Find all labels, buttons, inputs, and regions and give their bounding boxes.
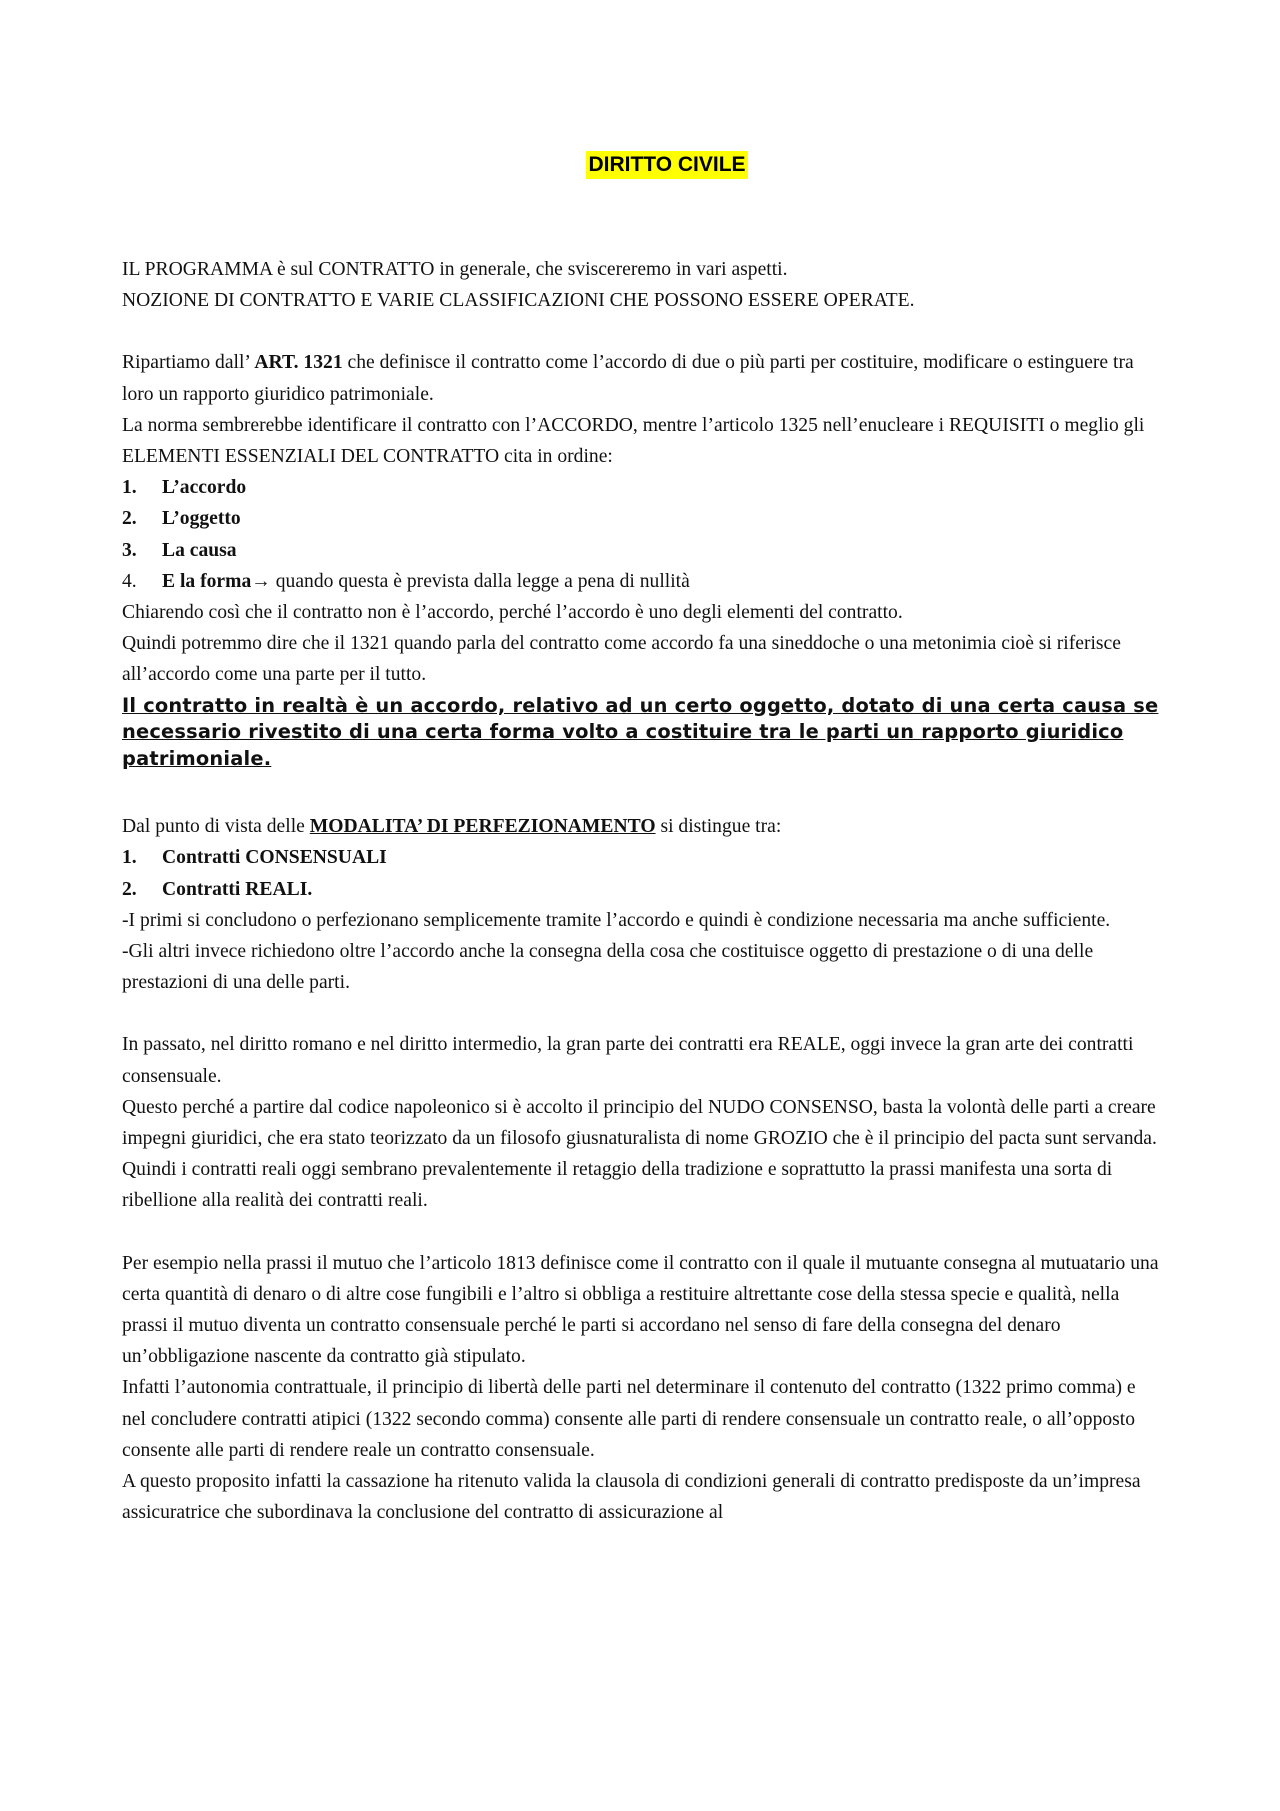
list-number: 3. — [122, 539, 137, 561]
mutuo-paragraph: Per esempio nella prassi il mutuo che l’articolo 1813 definisce come il contratto con il quale il mutuante consegna al mutuatario una certa quantità di denaro o di altre cose fungibili e l’altro si obbliga a restituire altrettante cose della stessa specie e qualità, nella prassi il mutuo diventa un contratto consensuale perché le parti si accordano nel senso di fare della consegna del denaro un’obbligazione nascente da contratto già stipulato. — [122, 1252, 1159, 1368]
spacer — [122, 998, 1162, 1029]
art1321-lead: Ripartiamo dall’ — [122, 352, 255, 374]
intro-line-1: IL PROGRAMMA è sul CONTRATTO in generale, che sviscereremo in vari aspetti. — [122, 259, 788, 280]
list-item — [122, 472, 1162, 503]
spacer — [122, 1217, 1162, 1248]
modalita-lead: Dal punto di vista delle — [122, 816, 310, 838]
list-item — [122, 535, 1162, 566]
passato-paragraph: In passato, nel diritto romano e nel diritto intermedio, la gran parte dei contratti era REALE, oggi invece la gran arte dei contratti consensuale. — [122, 1034, 1134, 1087]
modalita-text: si distingue tra: — [655, 816, 782, 838]
list-label-rest: quando questa è prevista dalla legge a pena di nullità — [270, 570, 690, 592]
title-row — [122, 150, 1162, 186]
spacer — [122, 780, 1162, 811]
list-item — [122, 842, 1162, 873]
art1321-reference: ART. 1321 — [254, 352, 343, 374]
list-label: L’accordo — [162, 477, 247, 499]
list-number: 2. — [122, 508, 137, 530]
list-item — [122, 874, 1162, 905]
autonomia-paragraph: Infatti l’autonomia contrattuale, il principio di libertà delle parti nel determinare il contenuto del contratto (1322 primo comma) e nel concludere contratti atipici (1322 secondo comma) consente alle parti di rendere consensuale un contratto reale, o all’opposto consente alle parti di rendere reale un contratto consensuale. — [122, 1377, 1136, 1461]
quindi-paragraph: Quindi potremmo dire che il 1321 quando parla del contratto come accordo fa una sineddoche o una metonimia cioè si riferisce all’accordo come una parte per il tutto. — [122, 633, 1121, 686]
list-number: 1. — [122, 847, 137, 869]
modalita-heading: MODALITA’ DI PERFEZIONAMENTO — [309, 816, 656, 838]
list-label: Contratti CONSENSUALI — [162, 847, 387, 869]
primi-paragraph: -I primi si concludono o perfezionano semplicemente tramite l’accordo e quindi è condizione necessaria ma anche sufficiente. — [122, 909, 1111, 931]
definition-highlight: Il contratto in realtà è un accordo, relativo ad un certo oggetto, dotato di una certa causa se necessario rivestito di una certa forma volto a costituire tra le parti un rapporto giuridico patrimoniale. — [122, 693, 1159, 770]
spacer — [122, 316, 1162, 347]
page-title: DIRITTO CIVILE — [586, 151, 747, 179]
list-label: E la forma — [162, 570, 252, 592]
cassazione-paragraph: A questo proposito infatti la cassazione ha ritenuto valida la clausola di condizioni generali di contratto predisposte da un’impresa assicuratrice che subordinava la conclusione del contratto di assicurazione al — [122, 1471, 1141, 1524]
list-number: 1. — [122, 477, 137, 499]
altri-paragraph: -Gli altri invece richiedono oltre l’accordo anche la consegna della cosa che costituisce oggetto di prestazione o di una delle prestazioni di una delle parti. — [122, 940, 1094, 994]
art1321-text: che definisce il contratto come l’accordo di due o più parti per costituire, modificare o estinguere tra loro un rapporto giuridico patrimoniale. — [122, 352, 1134, 405]
napoleonico-paragraph: Questo perché a partire dal codice napoleonico si è accolto il principio del NUDO CONSENSO, basta la volontà delle parti a creare impegni giuridici, che era stato teorizzato da un filosofo giusnaturalista di nome GROZIO che è il principio del pacta sunt servanda. — [122, 1096, 1157, 1149]
list-label: La causa — [162, 539, 237, 561]
norma-paragraph: La norma sembrerebbe identificare il contratto con l’ACCORDO, mentre l’articolo 1325 nell’enucleare i REQUISITI o meglio gli ELEMENTI ESSENZIALI DEL CONTRATTO cita in ordine: — [122, 414, 1145, 468]
retaggio-paragraph: Quindi i contratti reali oggi sembrano prevalentemente il retaggio della tradizione e soprattutto la prassi manifesta una sorta di ribellione alla realità dei contratti reali. — [122, 1159, 1113, 1212]
art1321-paragraph — [122, 347, 1162, 409]
list-label: L’oggetto — [162, 508, 241, 530]
list-number: 2. — [122, 878, 137, 900]
list-item — [122, 503, 1162, 534]
document-body — [122, 150, 1162, 1528]
arrow-icon: → — [251, 570, 271, 592]
list-number: 4. — [122, 570, 137, 592]
modalita-paragraph — [122, 811, 1162, 842]
list-label: Contratti REALI. — [162, 878, 313, 900]
chiarendo-paragraph: Chiarendo così che il contratto non è l’accordo, perché l’accordo è uno degli elementi del contratto. — [122, 602, 903, 624]
list-item — [122, 566, 1162, 597]
intro-line-2: NOZIONE DI CONTRATTO E VARIE CLASSIFICAZIONI CHE POSSONO ESSERE OPERATE. — [122, 290, 915, 312]
